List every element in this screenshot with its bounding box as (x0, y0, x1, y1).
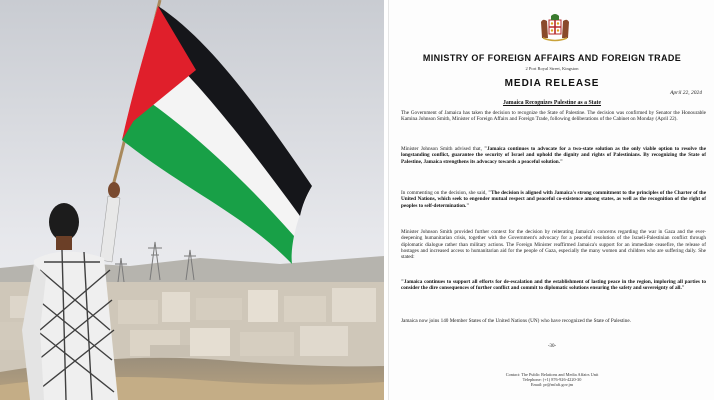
paragraph-2: Minister Johnson Smith advised that, "Jamaica continues to advocate for a two-state solution as the only viable option to resolve the longstanding conflict, guarantee the security of Israel and uphold the dignity and rights of Palestinians. By recognizing the State of Palestine, Jamaica strengthens its advocacy towards a peaceful solution." (401, 146, 706, 165)
signoff: -30- (547, 344, 557, 349)
contact-email: Email: pr@mfaft.gov.jm (530, 382, 574, 388)
media-release-document (388, 0, 714, 400)
coat-of-arms-icon (537, 12, 573, 44)
paragraph-6: Jamaica now joins 140 Member States of the United Nations (UN) who have recognized the State of Palestine. (401, 318, 631, 324)
paragraph-4: Minister Johnson Smith provided further context for the decision by reiterating Jamaica's concerns regarding the war in Gaza and the ever-deepening humanitarian crisis, together with the Government's advocacy for a peaceful resolution of the Israeli-Palestinian conflict through diplomatic dialogue rather than military actions. The Foreign Minister reaffirmed Jamaica's support for an immediate ceasefire, the release of hostages and increased access to humanitarian aid for the people of Gaza, especially the many women and children who are suffering daily. She stated: (401, 229, 706, 261)
paragraph-1: The Government of Jamaica has taken the decision to recognize the State of Palestine. The decision was confirmed by Senator the Honourable Kamina Johnson Smith, Minister of Foreign Affairs and Foreign Trade, following deliberations of the Cabinet on Monday (April 22). (401, 110, 706, 123)
paragraph-3: In commenting on the decision, she said, "The decision is aligned with Jamaica's strong commitment to the principles of the Charter of the United Nations, which seek to engender mutual respect and peaceful co-existence among states, as well as the recognition of the right of peoples to self-determination." (401, 190, 706, 209)
release-headline: Jamaica Recognizes Palestine as a State (502, 100, 602, 106)
release-title: MEDIA RELEASE (504, 78, 600, 89)
contact-block (389, 372, 714, 388)
contact-line: Contact: The Public Relations and Media Affairs Unit (505, 372, 599, 377)
paragraph-5: "Jamaica continues to support all efforts for de-escalation and the establishment of lasting peace in the region, imploring all parties to consider the dire consequences of further conflict and commit to diplomatic solutions ensuring the safety and sovereignty of all." (401, 279, 706, 292)
release-date: April 22, 2024 (670, 90, 702, 96)
contact-phone: Telephone: (+1) 876-926-4220-30 (522, 377, 582, 383)
ministry-name: MINISTRY OF FOREIGN AFFAIRS AND FOREIGN TRADE (422, 53, 682, 63)
ministry-address: 2 Port Royal Street, Kingston (525, 66, 579, 71)
